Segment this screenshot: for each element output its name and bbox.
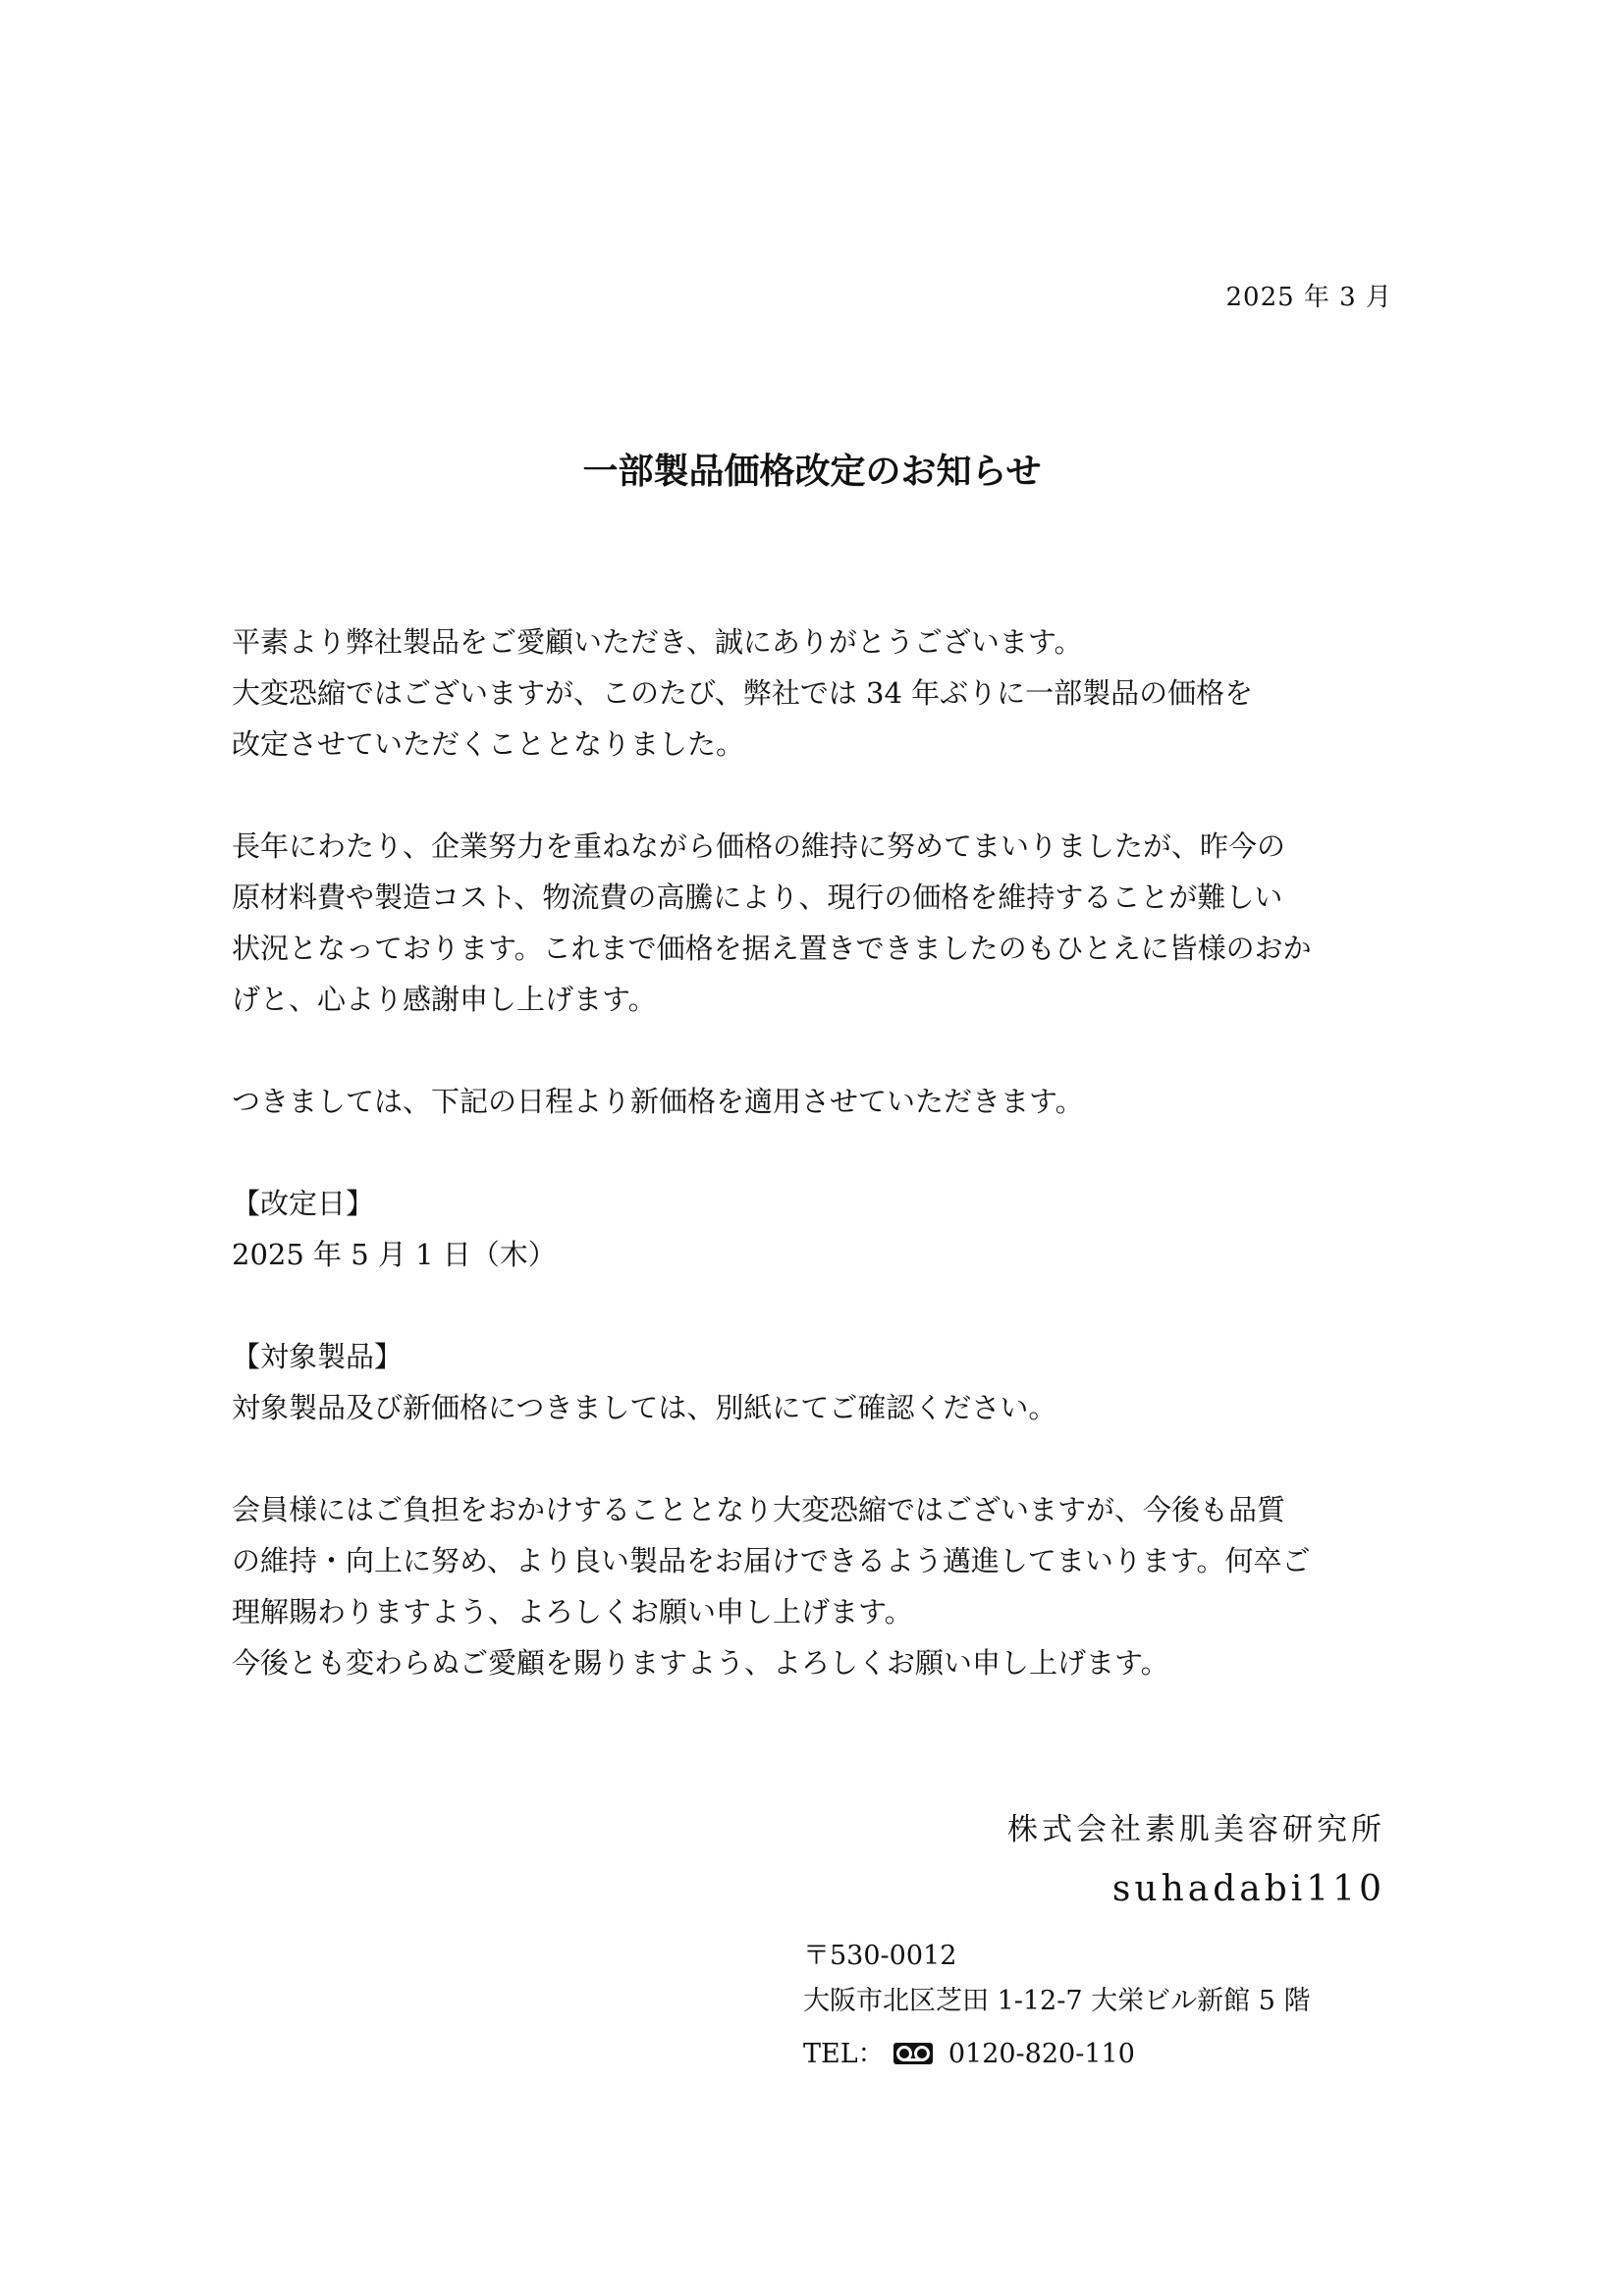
company-handle: suhadabi110: [1111, 1869, 1385, 1909]
body-line: 理解賜わりますよう、よろしくお願い申し上げます。: [232, 1595, 913, 1629]
body-line: 平素より弊社製品をご愛顧いただき、誠にありがとうございます。: [232, 625, 1083, 659]
tel-number: 0120-820-110: [947, 2039, 1135, 2069]
body-line: 改定させていただくこととなりました。: [232, 727, 745, 761]
target-products-heading: 【対象製品】: [232, 1340, 404, 1373]
issue-date: 2025 年 3 月: [1225, 283, 1392, 312]
body-line: 今後とも変わらぬご愛顧を賜りますよう、よろしくお願い申し上げます。: [232, 1646, 1169, 1680]
page-title: 一部製品価格改定のお知らせ: [582, 452, 1042, 492]
body-line: つきましては、下記の日程より新価格を適用させていただきます。: [232, 1085, 1084, 1118]
contact-block: [803, 1934, 1310, 2077]
address: 大阪市北区芝田 1-12-7 大栄ビル新館 5 階: [803, 1986, 1311, 2016]
body-line: 状況となっております。これまで価格を据え置きできましたのもひとえに皆様のおか: [232, 932, 1312, 965]
body-line: 大変恐縮ではございますが、このたび、弊社では 34 年ぶりに一部製品の価格を: [232, 676, 1254, 710]
body-line: 会員様にはご負担をおかけすることとなり大変恐縮ではございますが、今後も品質: [232, 1493, 1286, 1526]
revision-date-heading: 【改定日】: [232, 1187, 375, 1220]
notice-body: [232, 616, 1400, 1688]
body-line: 原材料費や製造コスト、物流費の高騰により、現行の価格を維持することが難しい: [232, 881, 1283, 914]
postal-code: 〒530-0012: [803, 1941, 957, 1971]
tel-line: [803, 2032, 1310, 2077]
freedial-icon: [893, 2042, 934, 2065]
body-line: の維持・向上に努め、より良い製品をお届けできるよう邁進してまいります。何卒ご: [232, 1544, 1311, 1577]
body-line: げと、心より感謝申し上げます。: [232, 983, 657, 1016]
body-line: 長年にわたり、企業努力を重ねながら価格の維持に努めてまいりましたが、昨今の: [232, 829, 1286, 863]
target-products-text: 対象製品及び新価格につきましては、別紙にてご確認ください。: [232, 1391, 1057, 1424]
tel-label: TEL：: [803, 2039, 885, 2069]
company-name: 株式会社素肌美容研究所: [1007, 1812, 1385, 1847]
revision-date-value: 2025 年 5 月 1 日（木）: [232, 1238, 557, 1271]
